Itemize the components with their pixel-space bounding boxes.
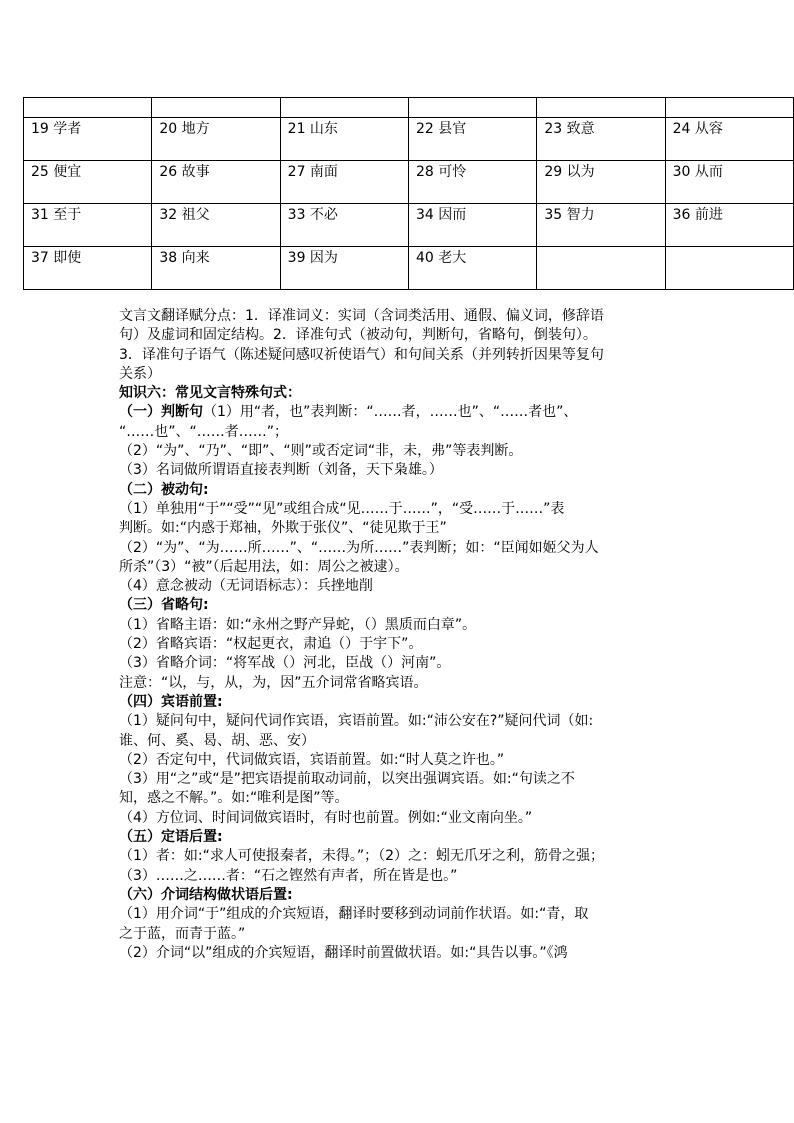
table-row bbox=[24, 204, 794, 247]
table-cell: 32 祖父 bbox=[152, 204, 280, 247]
object-preposition-line: 知，惑之不解。”。如:“唯利是图”等。 bbox=[119, 790, 349, 807]
table-cell: 29 以为 bbox=[537, 161, 665, 204]
scoring-points-line: 文言文翻译赋分点：1．译准词义：实词（含词类活用、通假、偏义词，修辞语 bbox=[119, 308, 604, 324]
scoring-points-line: 句）及虚词和固定结构。2．译准句式（被动句，判断句，省略句，倒装句）。 bbox=[119, 327, 597, 344]
adverbial-postposition-line: （2）介词“以”组成的介宾短语，翻译时前置做状语。如:“具告以事。”《鸿 bbox=[119, 944, 568, 961]
table-cell bbox=[537, 98, 665, 118]
table-row bbox=[24, 118, 794, 161]
table-cell: 33 不必 bbox=[280, 204, 408, 247]
subsection-heading: （六）介词结构做状语后置: bbox=[119, 886, 293, 903]
table-cell bbox=[537, 247, 665, 290]
object-preposition-line: （3）用“之”或“是”把宾语提前取动词前，以突出强调宾语。如:“句读之不 bbox=[119, 771, 575, 788]
table-cell: 40 老大 bbox=[408, 247, 536, 290]
notes-body bbox=[119, 307, 679, 963]
table-cell bbox=[665, 98, 793, 118]
judgment-sentence-line: “……也”、“……者……”； bbox=[119, 423, 289, 440]
ellipsis-sentence-line: （1）省略主语：如:“永州之野产异蛇，（）黑质而白章”。 bbox=[119, 616, 477, 633]
subsection-heading: （一）判断句 bbox=[119, 404, 203, 421]
subsection-heading: （四）宾语前置: bbox=[119, 693, 223, 710]
table-cell: 19 学者 bbox=[24, 118, 152, 161]
adverbial-postposition-line: 之于蓝，而青于蓝。” bbox=[119, 925, 246, 942]
table-cell: 24 从容 bbox=[665, 118, 793, 161]
table-cell: 30 从而 bbox=[665, 161, 793, 204]
object-preposition-line: 谁、何、奚、曷、胡、恶、安） bbox=[119, 732, 315, 749]
section-heading: 知识六：常见文言特殊句式： bbox=[119, 385, 301, 402]
table-cell: 34 因而 bbox=[408, 204, 536, 247]
table-cell: 25 便宜 bbox=[24, 161, 152, 204]
object-preposition-line: （4）方位词、时间词做宾语时，有时也前置。例如:“业文南向坐。” bbox=[119, 809, 533, 826]
table-cell: 26 故事 bbox=[152, 161, 280, 204]
ellipsis-sentence-line: （2）省略宾语：“权起更衣，肃追（）于宇下”。 bbox=[119, 636, 423, 653]
table-cell bbox=[408, 98, 536, 118]
judgment-sentence-line: （3）名词做所谓语直接表判断（刘备，天下枭雄。） bbox=[119, 462, 443, 479]
table-cell: 38 向来 bbox=[152, 247, 280, 290]
table-cell: 28 可怜 bbox=[408, 161, 536, 204]
judgment-sentence-line: （一）判断句（1）用“者，也”表判断：“……者，……也”、“……者也”、 bbox=[119, 404, 578, 421]
passive-sentence-line: 判断。如:“内惑于郑袖，外欺于张仪”、“徒见欺于王” bbox=[119, 520, 447, 537]
scoring-points-line: 3．译准句子语气（陈述疑问感叹祈使语气）和句间关系（并列转折因果等复句 bbox=[119, 346, 604, 363]
table-cell: 36 前进 bbox=[665, 204, 793, 247]
passive-sentence-line: （2）“为”、“为……所……”、“……为所……”表判断；如：“臣闻如姬父为人 bbox=[119, 539, 599, 556]
object-preposition-line: （1）疑问句中，疑问代词作宾语，宾语前置。如:“沛公安在?”疑问代词（如: bbox=[119, 713, 594, 730]
table-row bbox=[24, 161, 794, 204]
subsection-heading: （三）省略句: bbox=[119, 597, 209, 614]
table-cell: 35 智力 bbox=[537, 204, 665, 247]
object-preposition-line: （2）否定句中，代词做宾语，宾语前置。如:“时人莫之许也。” bbox=[119, 751, 505, 768]
table-cell: 27 南面 bbox=[280, 161, 408, 204]
table-cell: 37 即使 bbox=[24, 247, 152, 290]
postposed-attribute-line: （3）……之……者：“石之铿然有声者，所在皆是也。” bbox=[119, 867, 458, 884]
table-cell bbox=[24, 98, 152, 118]
ellipsis-sentence-line: （3）省略介词：“将军战（）河北，臣战（）河南”。 bbox=[119, 655, 451, 672]
adverbial-postposition-line: （1）用介词“于”组成的介宾短语，翻译时要移到动词前作状语。如:“青，取 bbox=[119, 906, 589, 923]
passive-sentence-line: （1）单独用“于”“受”“见”或组合成“见……于……”，“受……于……”表 bbox=[119, 500, 565, 517]
table-cell: 22 县官 bbox=[408, 118, 536, 161]
subsection-heading: （五）定语后置: bbox=[119, 829, 223, 846]
table-cell: 31 至于 bbox=[24, 204, 152, 247]
table-cell bbox=[152, 98, 280, 118]
table-cell bbox=[665, 247, 793, 290]
vocabulary-table bbox=[23, 97, 794, 290]
passive-sentence-line: （4）意念被动（无词语标志）：兵挫地削 bbox=[119, 578, 373, 595]
postposed-attribute-line: （1）者：如:“求人可使报秦者，未得。”；（2）之：蚓无爪牙之利，筋骨之强； bbox=[119, 848, 605, 865]
scoring-points-line: 关系） bbox=[119, 365, 161, 382]
judgment-sentence-line: （2）“为”、“乃”、“即”、“则”或否定词“非，未，弗”等表判断。 bbox=[119, 443, 523, 460]
table-cell: 21 山东 bbox=[280, 118, 408, 161]
subsection-heading: （二）被动句: bbox=[119, 481, 209, 498]
table-row bbox=[24, 247, 794, 290]
table-row bbox=[24, 98, 794, 118]
table-cell bbox=[280, 98, 408, 118]
table-cell: 20 地方 bbox=[152, 118, 280, 161]
table-cell: 39 因为 bbox=[280, 247, 408, 290]
passive-sentence-line: 所杀”（3）“被”（后起用法，如：周公之被逮）。 bbox=[119, 558, 409, 575]
table-cell: 23 致意 bbox=[537, 118, 665, 161]
ellipsis-sentence-line: 注意：“以，与，从，为，因”五介词常省略宾语。 bbox=[119, 674, 428, 691]
